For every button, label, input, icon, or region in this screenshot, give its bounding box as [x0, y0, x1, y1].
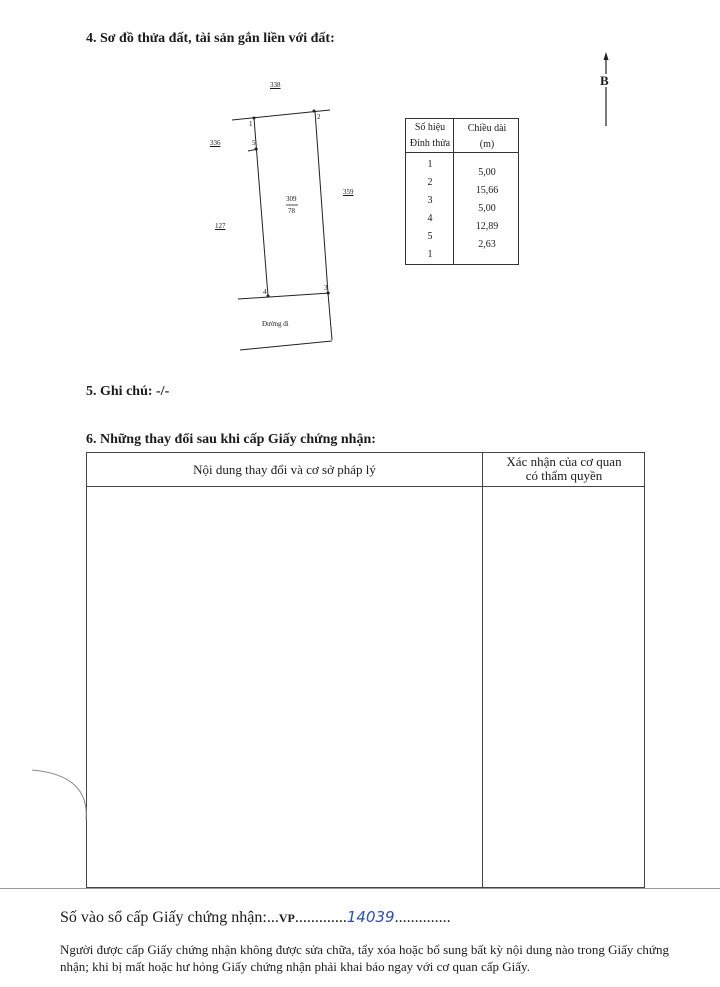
table-header-vertex-line2: Đỉnh thửa [409, 138, 451, 149]
parcel-outline-icon [190, 60, 370, 360]
vertex-cell: 1 [427, 249, 433, 260]
vertex-cell: 2 [427, 177, 433, 188]
vertex-cell: 4 [427, 213, 433, 224]
table-header-length-line1: Chiều dài [467, 123, 507, 134]
neighbor-parcel-left-top: 336 [210, 139, 221, 147]
table-header-length-line2: (m) [479, 139, 495, 150]
length-cell: 5,00 [478, 167, 496, 178]
edge-length-table [405, 118, 519, 265]
vertex-label-5: 5 [252, 139, 256, 147]
parcel-diagram [190, 60, 370, 360]
registry-number: 14039 [346, 908, 395, 926]
neighbor-parcel-left-bottom: 127 [215, 222, 226, 230]
parcel-number: 309 [286, 195, 297, 203]
length-cell: 15,66 [475, 185, 499, 196]
vertex-cell: 1 [427, 159, 433, 170]
registry-number-line: Số vào sổ cấp Giấy chứng nhận:...VP.............14039.............. [60, 908, 451, 926]
neighbor-parcel-top: 338 [270, 81, 281, 89]
vertex-label-1: 1 [249, 120, 253, 128]
road-label: Đường đi [262, 320, 289, 328]
length-cell: 2,63 [478, 239, 496, 250]
pen-stroke-icon [20, 760, 100, 840]
length-cell: 5,00 [478, 203, 496, 214]
north-label: B [600, 73, 609, 88]
footer-notice: Người được cấp Giấy chứng nhận không được sửa chữa, tẩy xóa hoặc bổ sung bất kỳ nội dung nào trong Giấy chứng nhận; khi bị mất hoặc hư hỏng Giấy chứng nhận phải khai báo ngay với cơ quan cấp Giấy. [60, 942, 669, 974]
length-cell: 12,89 [475, 221, 499, 232]
vertex-cell: 5 [427, 231, 433, 242]
changes-table [86, 452, 645, 888]
vertex-label-2: 2 [317, 113, 321, 121]
north-arrow-icon [596, 52, 616, 128]
neighbor-parcel-right: 359 [343, 188, 354, 196]
page-fold-line [0, 888, 720, 889]
registry-label: Số vào sổ cấp Giấy chứng nhận: [60, 909, 267, 926]
vertex-label-3: 3 [324, 284, 328, 292]
section-5-heading: 5. Ghi chú: -/- [86, 384, 170, 399]
vertex-cell: 3 [427, 195, 433, 206]
section-4-heading: 4. Sơ đồ thửa đất, tài sản gắn liền với đất: [86, 31, 335, 46]
vertex-label-4: 4 [263, 288, 267, 296]
registry-prefix: VP [278, 911, 295, 925]
section-6-heading: 6. Những thay đổi sau khi cấp Giấy chứng nhận: [86, 432, 376, 447]
changes-col-content-header: Nội dung thay đổi và cơ sở pháp lý [193, 462, 376, 477]
north-arrow [596, 52, 616, 128]
table-header-vertex-line1: Số hiệu [414, 122, 446, 133]
changes-col-confirmation-header: Xác nhận của cơ quan có thẩm quyền [506, 454, 622, 483]
parcel-area: 78 [288, 207, 295, 215]
